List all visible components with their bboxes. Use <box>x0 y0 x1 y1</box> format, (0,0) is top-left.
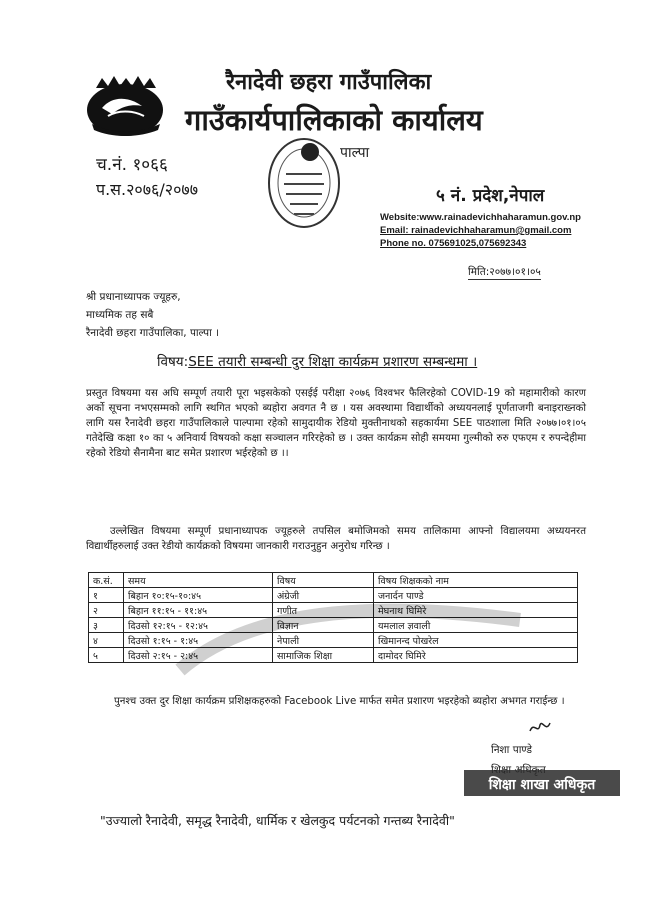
subject-line <box>157 352 477 370</box>
table-cell: ५ <box>89 648 124 663</box>
province-label: ५ नं. प्रदेश,नेपाल <box>436 186 545 206</box>
signatory-name: निशा पाण्डे <box>491 744 533 756</box>
phone-text: Phone no. 075691025,075692343 <box>380 238 527 249</box>
table-cell: नेपाली <box>273 633 374 648</box>
table-cell: जनार्दन पाण्डे <box>374 588 578 603</box>
table-cell: यमलाल ज्ञवाली <box>374 618 578 633</box>
table-cell: १ <box>89 588 124 603</box>
table-cell: बिहान १०:१५-१०:४५ <box>124 588 273 603</box>
district-name: पाल्पा <box>340 145 370 161</box>
contact-block <box>380 211 581 250</box>
table-cell: ३ <box>89 618 124 633</box>
office-stamp-icon <box>266 136 342 230</box>
subject-prefix: विषय: <box>157 354 189 370</box>
table-cell: विज्ञान <box>273 618 374 633</box>
footer-motto: "उज्यालो रैनादेवी, समृद्ध रैनादेवी, धार्मिक र खेलकुद पर्यटनको गन्तब्य रैनादेवी" <box>100 813 455 828</box>
addressee-line: रैनादेवी छहरा गाउँपालिका, पाल्पा । <box>86 327 220 339</box>
signature-icon <box>528 717 552 737</box>
table-cell: अंग्रेजी <box>273 588 374 603</box>
office-name: गाउँकार्यपालिकाको कार्यालय <box>185 103 483 137</box>
table-cell: दिउसो १:१५ - १:४५ <box>124 633 273 648</box>
website-text[interactable]: Website:www.rainadevichhaharamun.gov.np <box>380 212 581 223</box>
email-text[interactable]: Email: rainadevichhaharamun@gmail.com <box>380 225 572 236</box>
stamp-watermark-icon <box>170 600 530 680</box>
table-cell: खिमानन्द पोखरेल <box>374 633 578 648</box>
table-cell: दिउसो १२:१५ - १२:४५ <box>124 618 273 633</box>
table-cell: दिउसो २:१५ - २:४५ <box>124 648 273 663</box>
addressee-line: माध्यमिक तह सबै <box>86 309 154 321</box>
table-cell: सामाजिक शिक्षा <box>273 648 374 663</box>
letter-date: मिति:२०७७।०१।०५ <box>468 266 541 278</box>
table-header-cell: समय <box>124 573 273 588</box>
section-stamp-icon <box>464 770 620 796</box>
table-cell: गणीत <box>273 603 374 618</box>
body-paragraph: उल्लेखित विषयमा सम्पूर्ण प्रधानाध्यापक ज्यूहरुले तपसिल बमोजिमको समय तालिकामा आफ्नो विद्यालयमा अध्ययनरत विद्यार्थीहरुलाई उक्त रेडीयो कार्यक्रको विषयमा जानकारी गराउनुहुन अनुरोध गरिन्छ । <box>86 526 586 552</box>
table-cell: २ <box>89 603 124 618</box>
municipality-name: रैनादेवी छहरा गाउँपालिका <box>226 70 432 95</box>
table-cell: मेघनाथ घिमिरे <box>374 603 578 618</box>
table-cell: दामोदर घिमिरे <box>374 648 578 663</box>
body-paragraph: प्रस्तुत विषयमा यस अघि सम्पूर्ण तयारी पूरा भइसकेको एसईई परीक्षा २०७६ विश्वभर फैलिरहेको COVID-19 को महामारीको कारण अर्को सूचना नभएसम्मको लागि स्थगित भएको ब्यहोरा अवगत नै छ । यस अवस्थामा विद्यार्थीको अध्ययनलाई पूर्णताजगी बनाइराख्नको लागि यस रैनादेवी छहरा गाउँपालिकाले पाल्पामा रहेको सामुदायीक रेडियो मुक्तीनाथको सहकार्यमा SEE पाठशाला मिति २०७७।०१।०५ गतेदेखि कक्षा १० का ५ अनिवार्य विषयको कक्षा सञ्चालन गरिरहेको छ । उक्त कार्यक्रम सोही समयमा गुल्मीको रुरु एफएम र रुपन्देहीमा रहेको रेडियो सैनामैना बाट समेत प्रशारण भईरहेको छ ।। <box>86 388 586 459</box>
fiscal-year: प.स.२०७६/२०७७ <box>96 180 199 199</box>
table-header-cell: विषय शिक्षकको नाम <box>374 573 578 588</box>
body-paragraph: पुनश्च उक्त दुर शिक्षा कार्यक्रम प्रशिक्षकहरुको Facebook Live मार्फत समेत प्रशारण भइरहेको ब्यहोरा अभगत गराईन्छ । <box>114 696 565 707</box>
table-header-row <box>89 573 578 588</box>
table-cell: बिहान ११:१५ - ११:४५ <box>124 603 273 618</box>
addressee-line: श्री प्रधानाध्यापक ज्यूहरु, <box>86 291 181 303</box>
table-cell: ४ <box>89 633 124 648</box>
stamp-text: शिक्षा शाखा अधिकृत <box>488 777 596 793</box>
nepal-emblem-icon <box>82 74 168 140</box>
table-header-cell: विषय <box>273 573 374 588</box>
table-header-cell: क.सं. <box>89 573 124 588</box>
reference-number: च.नं. १०६६ <box>96 155 168 175</box>
subject-text: SEE तयारी सम्बन्धी दुर शिक्षा कार्यक्रम प्रशारण सम्बन्धमा । <box>188 354 478 370</box>
